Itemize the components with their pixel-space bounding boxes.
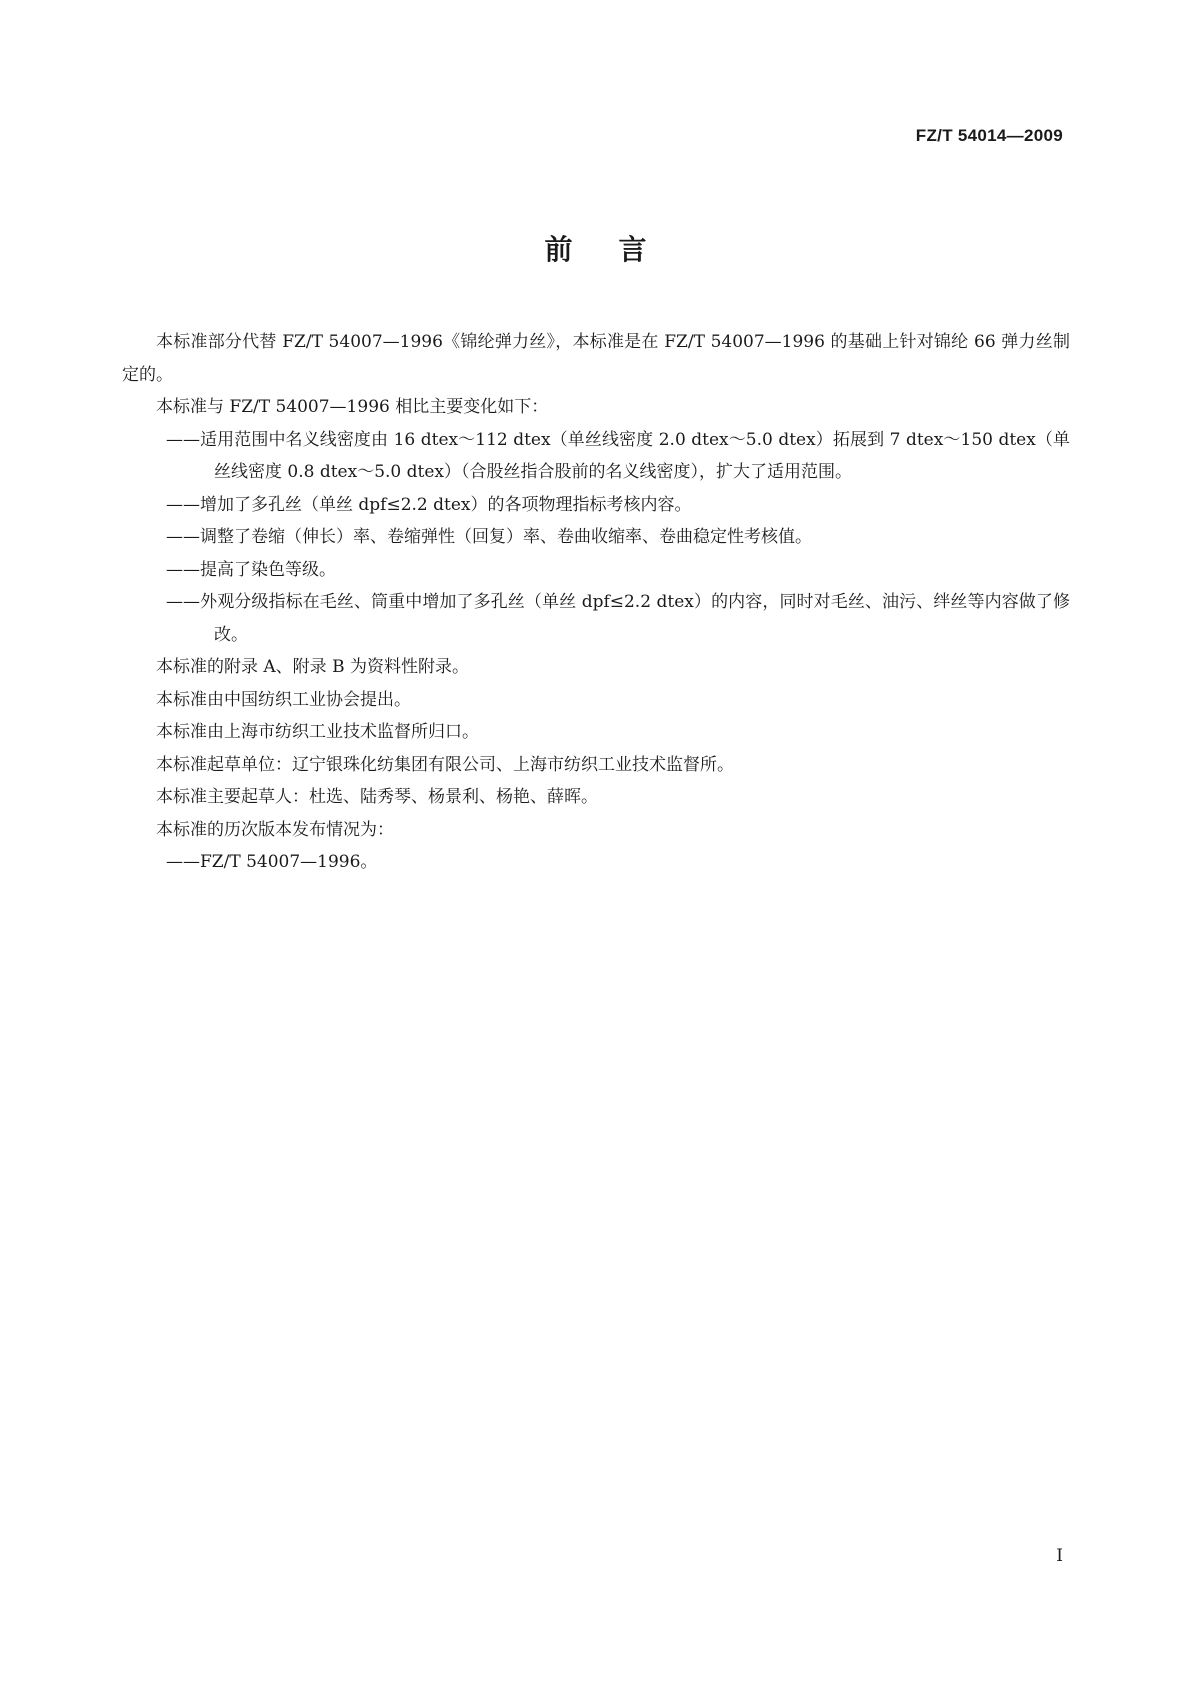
paragraph-replacement: 本标准部分代替 FZ/T 54007—1996《锦纶弹力丝》，本标准是在 FZ/T 54007—1996 的基础上针对锦纶 66 弹力丝制定的。: [122, 332, 1070, 385]
standard-code: FZ/T 54014—2009: [915, 126, 1063, 145]
paragraph-drafting-units: 本标准起草单位：辽宁银珠化纺集团有限公司、上海市纺织工业技术监督所。: [156, 754, 734, 775]
paragraph-administrator: 本标准由上海市纺织工业技术监督所归口。: [156, 722, 479, 742]
change-item-crimp: ——调整了卷缩（伸长）率、卷缩弹性（回复）率、卷曲收缩率、卷曲稳定性考核值。: [166, 527, 812, 547]
change-item-appearance: ——外观分级指标在毛丝、筒重中增加了多孔丝（单丝 dpf≤2.2 dtex）的内容，同时对毛丝、油污、绊丝等内容做了修改。: [166, 592, 1070, 645]
change-item-multifilament: ——增加了多孔丝（单丝 dpf≤2.2 dtex）的各项物理指标考核内容。: [166, 494, 692, 515]
history-item: ——FZ/T 54007—1996。: [166, 852, 378, 872]
change-item-dyeing: ——提高了染色等级。: [166, 559, 336, 580]
paragraph-annex: 本标准的附录 A、附录 B 为资料性附录。: [156, 657, 469, 677]
page-title: 前言: [544, 233, 693, 266]
paragraph-history-intro: 本标准的历次版本发布情况为：: [156, 819, 394, 840]
change-item-scope: ——适用范围中名义线密度由 16 dtex～112 dtex（单丝线密度 2.0 dtex～5.0 dtex）拓展到 7 dtex～150 dtex（单丝线密度 0.8 dtex～5.0 dtex）（合股丝指合股前的名义线密度），扩大了适用范围。: [166, 429, 1070, 482]
foreword-body: [122, 326, 1070, 879]
paragraph-proposer: 本标准由中国纺织工业协会提出。: [156, 689, 411, 710]
page-number: I: [1056, 1546, 1063, 1566]
paragraph-changes-intro: 本标准与 FZ/T 54007—1996 相比主要变化如下：: [156, 397, 549, 417]
paragraph-drafters: 本标准主要起草人：杜选、陆秀琴、杨景利、杨艳、薛晖。: [156, 787, 598, 807]
